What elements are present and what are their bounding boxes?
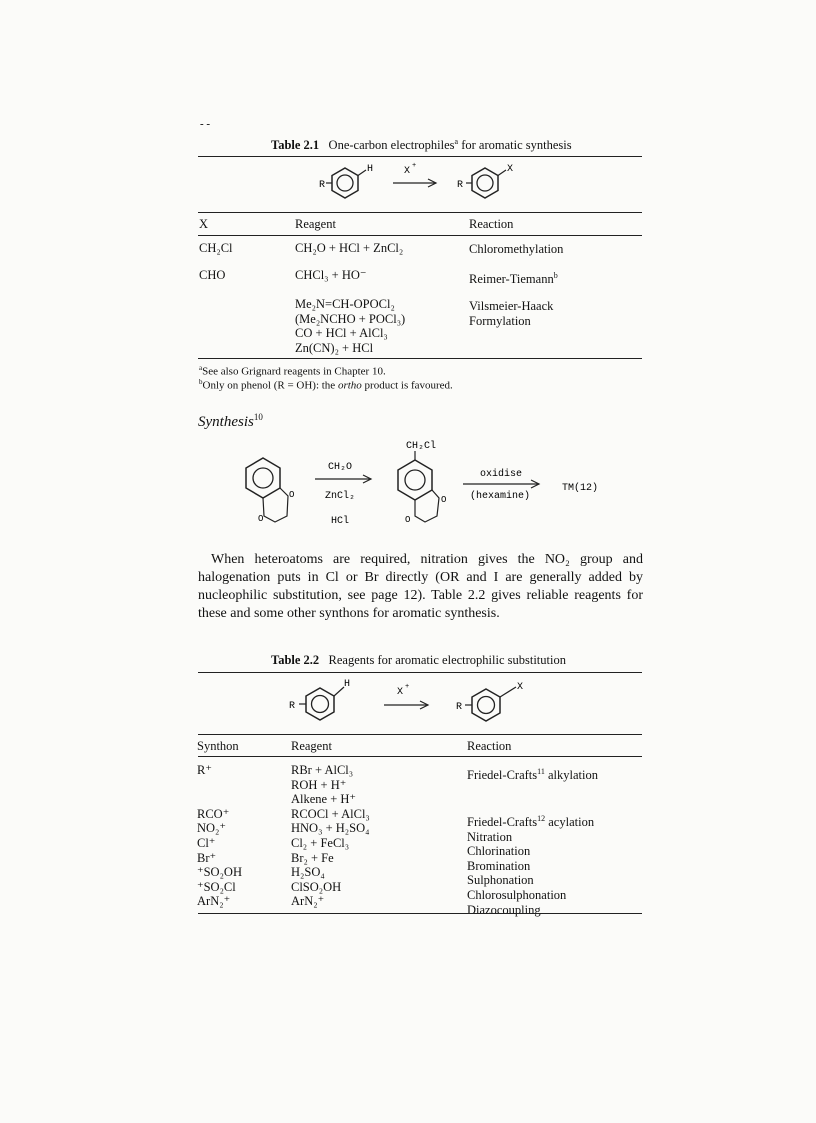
table2-cell — [467, 765, 598, 783]
table2-cell — [197, 778, 242, 793]
table1-row3-reagent-line4: Zn(CN)₂ + HCl — [295, 340, 374, 355]
synthesis-heading-sup: 10 — [253, 412, 263, 422]
table1-title-sup: a — [454, 137, 459, 146]
table2-cell: H₂SO₄ — [291, 865, 325, 880]
table2-header-rule-bottom — [198, 756, 642, 757]
table2-cell: Bromination — [467, 858, 531, 873]
table2-row1-reaction: Friedel-Crafts — [467, 768, 538, 783]
table2-header-rule-top — [198, 734, 642, 735]
table2-cell: Br₂ + Fe — [291, 850, 334, 865]
scheme-r-left: R — [319, 180, 326, 191]
table1-label: Table 2.1 — [271, 138, 320, 153]
table1-bottom-rule — [198, 358, 642, 359]
scheme2-h: H — [344, 679, 351, 690]
table1-row2-reaction-text: Reimer-Tiemann — [469, 272, 554, 287]
table2-scheme — [280, 674, 560, 734]
table2-row4-reaction-sup: 12 — [537, 813, 546, 823]
footnote-b-em: ortho — [337, 379, 362, 392]
table2-cell: HNO₃ + H₂SO₄ — [291, 821, 370, 836]
footnote-a-text: See also Grignard reagents in Chapter 10. — [202, 365, 386, 378]
table2-cell: Alkene + H⁺ — [291, 792, 357, 807]
product-o-lower: O — [405, 515, 411, 525]
benzene-ring-icon — [332, 168, 358, 198]
table1-top-rule — [198, 156, 642, 157]
reaction-arrow-icon — [384, 701, 428, 709]
table1-title-tail: for aromatic synthesis — [458, 138, 572, 153]
table1-footnote-b — [199, 376, 453, 393]
footnote-b-pre: Only on phenol (R = OH): the — [202, 379, 338, 392]
reaction-arrow-icon — [463, 480, 539, 488]
table1-row2-reagent: CHCl₃ + HO⁻ — [295, 268, 367, 282]
product-o-upper: O — [441, 495, 447, 505]
benzodioxole-ring-icon — [398, 460, 439, 522]
table2-cell: ROH + H⁺ — [291, 777, 347, 792]
table1-header-reaction: Reaction — [469, 217, 514, 231]
table2-cell — [467, 812, 598, 830]
table2-row1-reaction-tail: alkylation — [544, 768, 598, 783]
oxidise-label: oxidise — [480, 469, 523, 480]
hexamine-label: (hexamine) — [470, 491, 531, 502]
table2-title: Reagents for aromatic electrophilic substitution — [328, 653, 566, 667]
product-substituent: CH₂Cl — [406, 441, 437, 452]
table2-row1-reaction-sup: 11 — [537, 767, 545, 776]
table2-cell: ClSO₂OH — [291, 879, 342, 894]
body-paragraph: When heteroatoms are required, nitration gives the NO₂ group and halogenation puts in Cl or Br directly (OR and I are generally added by nucleophilic substitution, see page 12). Table 2.2 gives reliable reagents for these and some other synthons for aromatic synthesis. — [198, 552, 643, 621]
benzene-ring-icon — [306, 688, 334, 720]
scheme-h: H — [367, 164, 374, 175]
table1-row3-reagent — [295, 297, 405, 355]
reaction-arrow-icon — [393, 179, 436, 187]
table2-bottom-rule — [198, 913, 642, 914]
synthesis-heading — [198, 412, 263, 431]
scheme-x: X — [507, 164, 514, 175]
table2-cell: Br⁺ — [197, 850, 217, 865]
scheme2-r-right: R — [456, 702, 463, 713]
footnote-a-mark: a — [199, 364, 203, 372]
table1-row2-x: CHO — [199, 268, 226, 282]
scheme2-x: X — [517, 682, 524, 693]
table2-cell: Cl⁺ — [197, 835, 216, 850]
table2-synthon-col — [197, 763, 242, 909]
table1-row2-reaction — [469, 269, 558, 287]
table2-cell: ArN₂⁺ — [291, 894, 325, 909]
table2-top-rule — [198, 672, 642, 673]
scheme2-reagent-sup: + — [405, 683, 410, 691]
footnote-b-mark: b — [199, 378, 203, 386]
table1-row1-reaction: Chloromethylation — [469, 242, 564, 256]
ring-o-upper: O — [289, 490, 295, 500]
table2-reaction-col — [467, 765, 598, 917]
table2-cell: RBr + AlCl₃ — [291, 763, 354, 777]
table2-label: Table 2.2 — [271, 653, 320, 667]
benzene-ring-icon — [472, 689, 500, 721]
scheme2-r-left: R — [289, 701, 296, 712]
table2-cell: RCOCl + AlCl₃ — [291, 806, 370, 821]
table2-cell: R⁺ — [197, 763, 212, 777]
table1-row3-reagent-line3: CO + HCl + AlCl₃ — [295, 326, 388, 341]
table2-cell: ArN₂⁺ — [197, 894, 231, 909]
table1-row3-reagent-line1: Me₂N=CH-OPOCl₂ — [295, 297, 395, 311]
reagent-mid: ZnCl₂ — [325, 491, 356, 502]
table2-cell — [197, 792, 242, 807]
table2-cell: Sulphonation — [467, 873, 534, 888]
table1-row3-reagent-line2: (Me₂NCHO + POCl₃) — [295, 311, 406, 326]
table1-caption — [271, 137, 572, 153]
table1-header-reagent: Reagent — [295, 217, 336, 231]
table1-title: One-carbon electrophiles — [328, 138, 455, 153]
table1-header-rule-bottom — [198, 235, 642, 236]
table1-header-x: X — [199, 217, 209, 231]
synthesis-heading-text: Synthesis — [198, 414, 254, 430]
table2-cell: RCO⁺ — [197, 806, 230, 821]
table2-cell: ⁺SO₂Cl — [197, 879, 236, 894]
reaction-arrow-icon — [315, 475, 371, 483]
table2-cell — [467, 783, 598, 798]
benzodioxole-ring-icon — [246, 458, 288, 522]
table1-row2-reaction-sup: b — [553, 271, 558, 280]
footnote-b-post: product is favoured. — [361, 379, 453, 392]
reagent-top: CH₂O — [328, 462, 353, 473]
table2-row4-reaction-tail: acylation — [545, 815, 595, 830]
table2-header-reagent: Reagent — [291, 739, 332, 753]
table2-cell: ⁺SO₂OH — [197, 865, 242, 880]
scheme-r-right: R — [457, 180, 464, 191]
table1-header-rule-top — [198, 212, 642, 213]
table2-cell: Chlorination — [467, 844, 531, 859]
table2-cell: Nitration — [467, 829, 513, 844]
table1-row3-reaction-line2: Formylation — [469, 313, 531, 328]
table1-row1-reagent: CH₂O + HCl + ZnCl₂ — [295, 241, 404, 255]
table1-row3-reaction-line1: Vilsmeier-Haack — [469, 299, 554, 313]
benzene-ring-icon — [472, 168, 498, 198]
table2-header-reaction: Reaction — [467, 739, 512, 753]
table2-cell: NO₂⁺ — [197, 821, 227, 836]
table2-cell: Chlorosulphonation — [467, 888, 567, 903]
ring-o-lower: O — [258, 514, 264, 524]
table2-cell — [467, 797, 598, 812]
scheme2-reagent: X — [397, 687, 404, 698]
table1-row3-reaction — [469, 299, 553, 328]
table1-row1-x: CH₂Cl — [199, 241, 233, 255]
synthesis-scheme — [225, 432, 645, 532]
reagent-bottom: HCl — [331, 516, 350, 527]
scheme-reagent-sup: + — [412, 162, 417, 170]
table2-header-synthon: Synthon — [197, 739, 239, 753]
table2-caption — [271, 653, 566, 668]
table2-reagent-col — [291, 763, 370, 909]
table2-cell: Diazocoupling — [467, 902, 541, 917]
table2-cell: Cl₂ + FeCl₃ — [291, 835, 350, 850]
target-label: TM(12) — [562, 483, 599, 494]
table1-scheme — [310, 158, 560, 214]
page-mark: - - — [200, 118, 211, 130]
table2-row4-reaction: Friedel-Crafts — [467, 815, 538, 830]
scheme-reagent: X — [404, 166, 411, 177]
